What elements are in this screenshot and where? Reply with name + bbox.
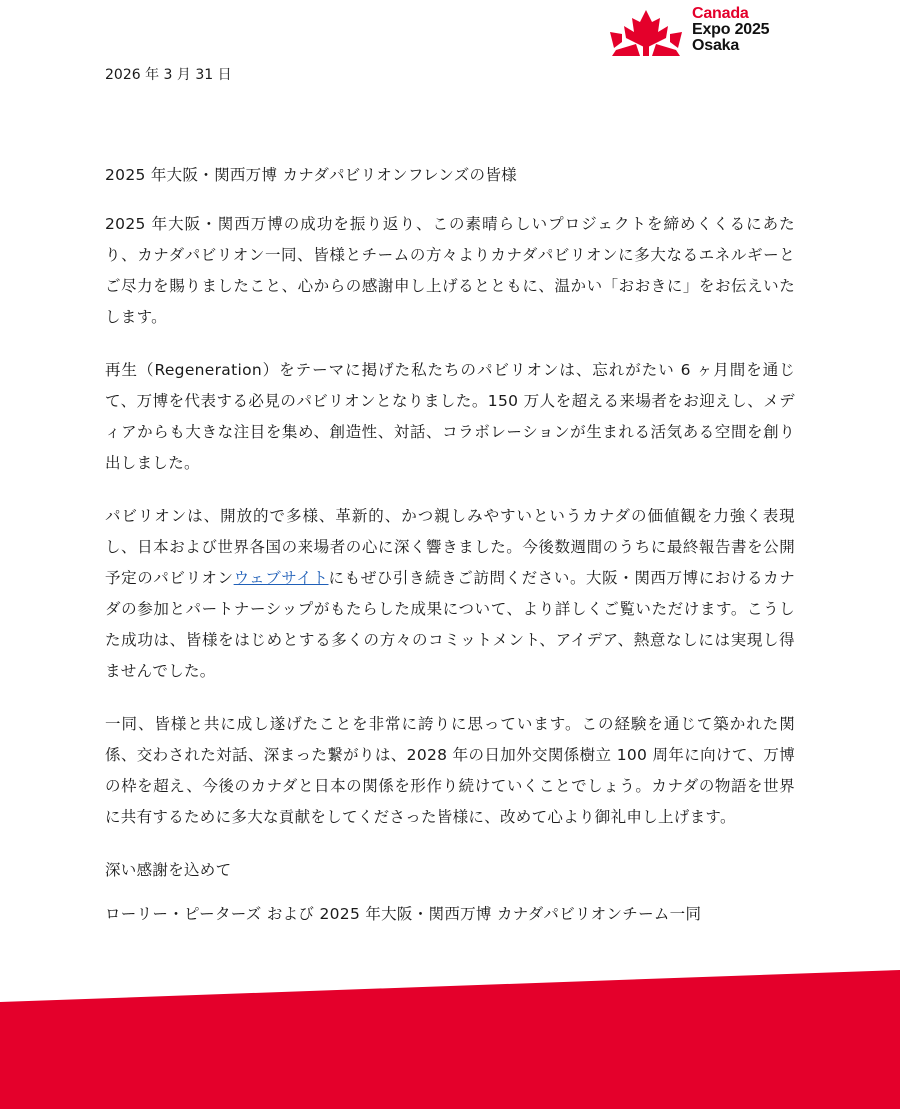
paragraph-3-text-after: にもぜひ引き続きご訪問ください。大阪・関西万博におけるカナダの参加とパートナーシップがもたらした成果について、より詳しくご覧いただけます。こうした成功は、皆様をはじめとする多くの方々のコミットメント、アイデア、熱意なしには実現し得ませんでした。 <box>105 569 795 680</box>
logo-line-canada: Canada <box>692 5 749 22</box>
paragraph-3 <box>105 501 795 687</box>
website-link[interactable]: ウェブサイト <box>233 569 329 587</box>
paragraph-1: 2025 年大阪・関西万博の成功を振り返り、この素晴らしいプロジェクトを締めくくるにあたり、カナダパビリオン一同、皆様とチームの方々よりカナダパビリオンに多大なるエネルギーとご尽力を賜りましたこと、心からの感謝申し上げるとともに、温かい「おおきに」をお伝えいたします。 <box>105 215 795 326</box>
maple-leaf-icon <box>606 8 686 58</box>
paragraph-3-text-before: パビリオンは、開放的で多様、革新的、かつ親しみやすいというカナダの価値観を力強く表現し、日本および世界各国の来場者の心に深く響きました。今後数週間のうちに最終報告書を公開予定のパビリオン <box>105 507 795 587</box>
signature: ローリー・ピーターズ および 2025 年大阪・関西万博 カナダパビリオンチーム一同 <box>105 905 702 923</box>
expo-logo <box>606 6 796 58</box>
footer-red-band <box>0 970 900 1109</box>
logo-line-expo: Expo 2025 <box>692 21 770 38</box>
salutation: 2025 年大阪・関西万博 カナダパビリオンフレンズの皆様 <box>105 166 517 184</box>
letter-date: 2026 年 3 月 31 日 <box>105 67 232 83</box>
paragraph-4: 一同、皆様と共に成し遂げたことを非常に誇りに思っています。この経験を通じて築かれた関係、交わされた対話、深まった繋がりは、2028 年の日加外交関係樹立 100 周年に向けて、万博の枠を超え、今後のカナダと日本の関係を形作り続けていくことでしょう。カナダの物語を世界に共有するために多大な貢献をしてくださった皆様に、改めて心より御礼申し上げます。 <box>105 715 795 826</box>
letter-body <box>105 160 795 930</box>
closing: 深い感謝を込めて <box>105 861 232 879</box>
logo-line-osaka: Osaka <box>692 37 740 54</box>
paragraph-2: 再生（Regeneration）をテーマに掲げた私たちのパビリオンは、忘れがたい 6 ヶ月間を通じて、万博を代表する必見のパビリオンとなりました。150 万人を超える来場者をお迎えし、メディアからも大きな注目を集め、創造性、対話、コラボレーションが生まれる活気ある空間を創り出しました。 <box>105 361 795 472</box>
logo-wordmark <box>692 6 769 54</box>
